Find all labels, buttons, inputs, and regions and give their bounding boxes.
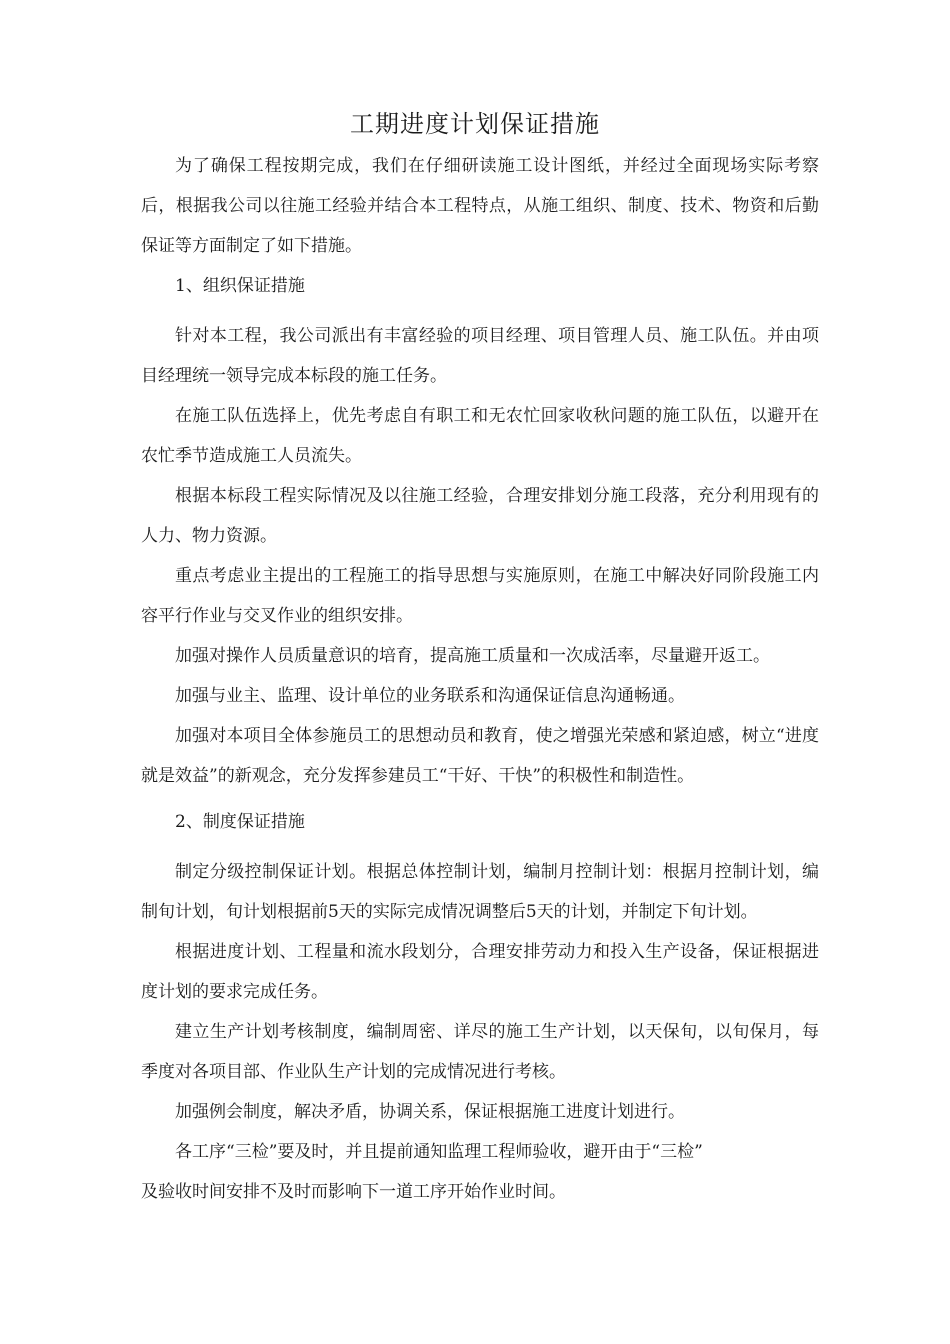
- document-body: [141, 146, 819, 1212]
- body-paragraph: 建立生产计划考核制度，编制周密、详尽的施工生产计划，以天保旬，以旬保月，每季度对各项目部、作业队生产计划的完成情况进行考核。: [141, 1022, 819, 1082]
- body-paragraph: 加强对本项目全体参施员工的思想动员和教育，使之增强光荣感和紧迫感，树立“进度就是效益”的新观念，充分发挥参建员工“干好、干快”的积极性和制造性。: [141, 726, 819, 786]
- body-paragraph: 制定分级控制保证计划。根据总体控制计划，编制月控制计划：根据月控制计划，编制旬计划，旬计划根据前5天的实际完成情况调整后5天的计划，并制定下旬计划。: [141, 862, 819, 922]
- section-heading-organization: 1、组织保证措施: [175, 276, 305, 296]
- body-paragraph: 加强对操作人员质量意识的培育，提高施工质量和一次成活率，尽量避开返工。: [175, 646, 770, 666]
- body-paragraph: 加强例会制度，解决矛盾，协调关系，保证根据施工进度计划进行。: [175, 1102, 685, 1122]
- last-paragraph: [141, 1132, 819, 1212]
- last-paragraph-line-1: 各工序“三检”要及时，并且提前通知监理工程师验收，避开由于“三检”: [175, 1142, 703, 1162]
- document-title: 工期进度计划保证措施: [350, 110, 600, 138]
- body-paragraph: 根据本标段工程实际情况及以往施工经验，合理安排划分施工段落，充分利用现有的人力、物力资源。: [141, 486, 819, 546]
- body-paragraph: 重点考虑业主提出的工程施工的指导思想与实施原则，在施工中解决好同阶段施工内容平行作业与交叉作业的组织安排。: [141, 566, 819, 626]
- body-paragraph: 加强与业主、监理、设计单位的业务联系和沟通保证信息沟通畅通。: [175, 686, 685, 706]
- last-paragraph-line-2: 及验收时间安排不及时而影响下一道工序开始作业时间。: [141, 1182, 566, 1202]
- body-paragraph: 根据进度计划、工程量和流水段划分，合理安排劳动力和投入生产设备，保证根据进度计划的要求完成任务。: [141, 942, 819, 1002]
- body-paragraph: 针对本工程，我公司派出有丰富经验的项目经理、项目管理人员、施工队伍。并由项目经理统一领导完成本标段的施工任务。: [141, 326, 819, 386]
- body-paragraph: 在施工队伍选择上，优先考虑自有职工和无农忙回家收秋问题的施工队伍，以避开在农忙季节造成施工人员流失。: [141, 406, 819, 466]
- intro-paragraph: 为了确保工程按期完成，我们在仔细研读施工设计图纸，并经过全面现场实际考察后，根据我公司以往施工经验并结合本工程特点，从施工组织、制度、技术、物资和后勤保证等方面制定了如下措施。: [141, 156, 819, 256]
- section-heading-system: 2、制度保证措施: [175, 812, 305, 832]
